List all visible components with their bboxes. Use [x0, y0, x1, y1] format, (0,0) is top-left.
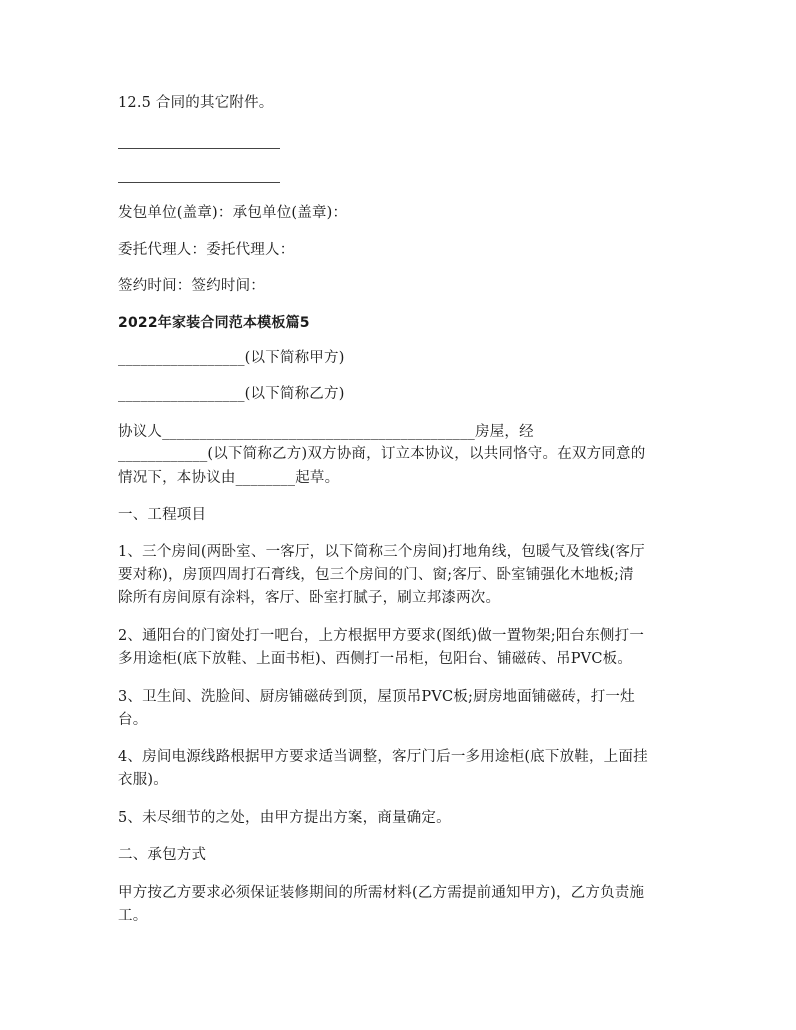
item-5-line: 5、未尽细节的之处，由甲方提出方案，商量确定。: [118, 810, 451, 826]
agent-line: 委托代理人：委托代理人：: [118, 242, 295, 258]
item-4-line-1: 4、房间电源线路根据甲方要求适当调整，客厅门后一多用途柜(底下放鞋，上面挂: [118, 749, 648, 765]
party-b-line: _________________(以下简称乙方): [118, 386, 345, 402]
item-1-line-1: 1、三个房间(两卧室、一客厅，以下简称三个房间)打地角线，包暖气及管线(客厅: [118, 544, 645, 560]
item-2-line-1: 2、通阳台的门窗处打一吧台，上方根据甲方要求(图纸)做一置物架;阳台东侧打一: [118, 628, 645, 644]
item-1-line-2: 要对称)，房顶四周打石膏线，包三个房间的门、窗;客厅、卧室铺强化木地板;清: [118, 567, 634, 583]
item-2-line-2: 多用途柜(底下放鞋、上面书柜)、西侧打一吊柜，包阳台、铺磁砖、吊PVC板。: [118, 651, 633, 667]
section-1-title: 一、工程项目: [118, 507, 207, 523]
intro-line-1: 协议人__________________________________________房屋，经: [118, 424, 534, 440]
signing-date-line: 签约时间：签约时间：: [118, 278, 265, 294]
item-3-line-2: 台。: [118, 712, 148, 728]
section-2-title: 二、承包方式: [118, 847, 207, 863]
section-heading: 2022年家装合同范本模板篇5: [118, 315, 310, 331]
section-2-line-2: 工。: [118, 908, 148, 924]
item-4-line-2: 衣服)。: [118, 772, 168, 788]
intro-line-2: ____________(以下简称乙方)双方协商，订立本协议，以共同恪守。在双方同意的: [118, 446, 646, 462]
item-1-line-3: 除所有房间原有涂料，客厅、卧室打腻子，刷立邦漆两次。: [118, 590, 501, 606]
item-3-line-1: 3、卫生间、洗脸间、厨房铺磁砖到顶，屋顶吊PVC板;厨房地面铺磁砖，打一灶: [118, 689, 635, 705]
blank-line-1: [118, 148, 280, 149]
attachment-clause: 12.5 合同的其它附件。: [118, 95, 274, 111]
section-2-line-1: 甲方按乙方要求必须保证装修期间的所需材料(乙方需提前通知甲方)，乙方负责施: [118, 885, 645, 901]
intro-line-3: 情况下，本协议由________起草。: [118, 470, 340, 486]
blank-line-2: [118, 182, 280, 183]
party-a-line: _________________(以下简称甲方): [118, 350, 345, 366]
seal-line: 发包单位(盖章)：承包单位(盖章)：: [118, 205, 348, 221]
